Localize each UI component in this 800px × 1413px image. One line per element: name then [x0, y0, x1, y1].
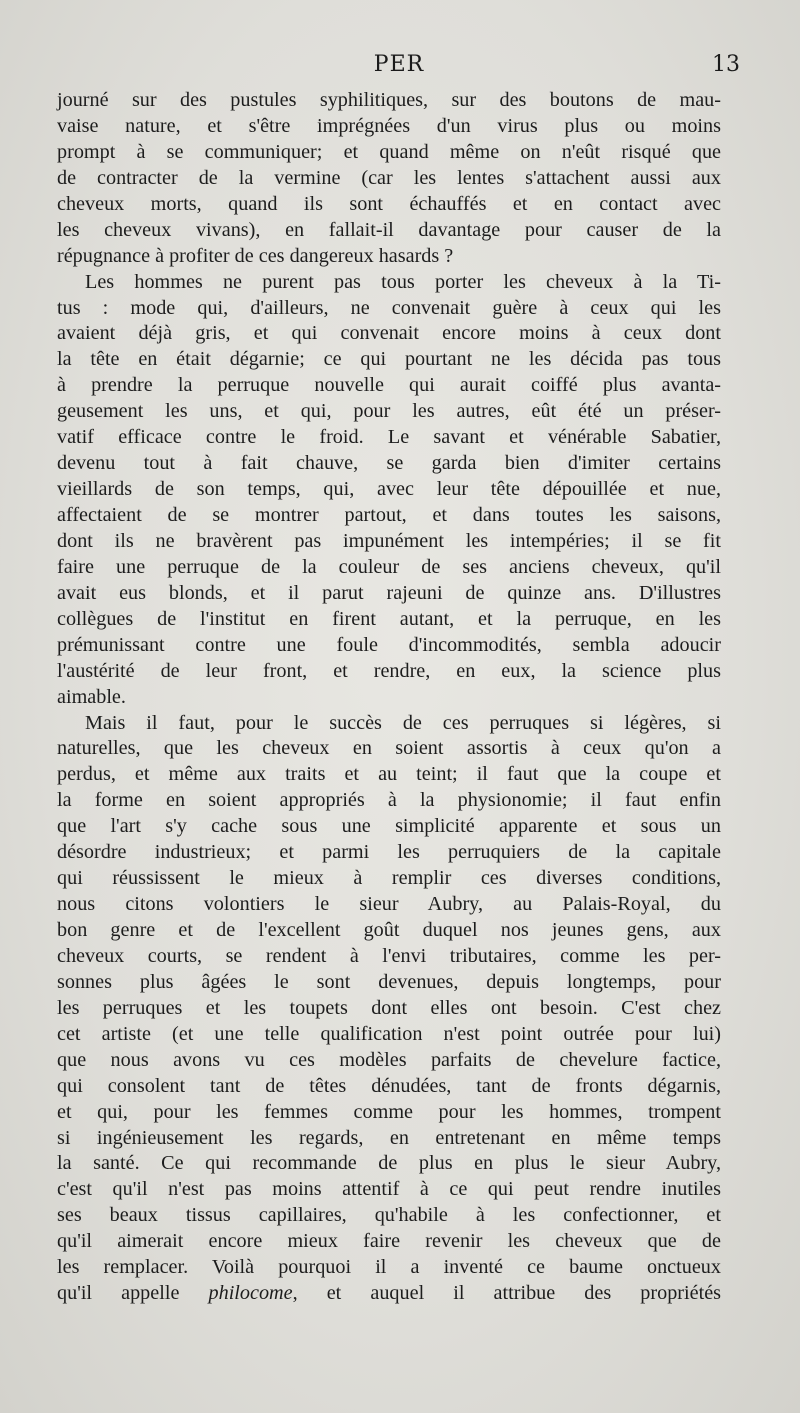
- text-segment: , et auquel il attribue des propriétés: [292, 1282, 722, 1305]
- text-line: bon genre et de l'excellent goût duquel nos jeunes gens, aux: [57, 919, 721, 941]
- text-line: désordre industrieux; et parmi les perruquiers de la capitale: [57, 841, 721, 864]
- text-segment: qu'il appelle: [57, 1282, 209, 1305]
- text-line: répugnance à profiter de ces dangereux hasards ?: [57, 244, 454, 267]
- text-line: les remplacer. Voilà pourquoi il a inventé ce baume onctueux: [57, 1256, 721, 1279]
- paragraph: [57, 270, 721, 711]
- page-number: 13: [712, 52, 740, 77]
- page-header: [58, 52, 740, 86]
- text-line: que l'art s'y cache sous une simplicité apparente et sous un: [57, 815, 721, 838]
- text-line: sonnes plus âgées le sont devenues, depuis longtemps, pour: [57, 970, 721, 993]
- text-line: devenu tout à fait chauve, se garda bien d'imiter certains: [57, 452, 721, 475]
- text-line: prémunissant contre une foule d'incommodités, sembla adoucir: [57, 633, 721, 656]
- text-line: la forme en soient appropriés à la physionomie; il faut enfin: [57, 789, 721, 812]
- text-line: prompt à se communiquer; et quand même on n'eût risqué que: [57, 140, 721, 163]
- text-line: qui réussissent le mieux à remplir ces diverses conditions,: [57, 867, 721, 890]
- text-line: la santé. Ce qui recommande de plus en plus le sieur Aubry,: [57, 1152, 721, 1175]
- text-line: et qui, pour les femmes comme pour les hommes, trompent: [57, 1100, 721, 1123]
- text-line: affectaient de se montrer partout, et dans toutes les saisons,: [57, 504, 721, 526]
- running-head: PER: [373, 52, 425, 77]
- text-line: geusement les uns, et qui, pour les autres, eût été un préser-: [57, 400, 721, 423]
- text-line: avaient déjà gris, et qui convenait encore moins à ceux dont: [57, 322, 721, 345]
- text-line: cheveux courts, se rendent à l'envi tributaires, comme les per-: [57, 944, 721, 967]
- text-line: ses beaux tissus capillaires, qu'habile à les confectionner, et: [57, 1204, 721, 1227]
- text-line: cheveux morts, quand ils sont échauffés et en contact avec: [57, 192, 721, 215]
- text-line: naturelles, que les cheveux en soient assortis à ceux qu'on a: [57, 737, 721, 760]
- text-line: tus : mode qui, d'ailleurs, ne convenait guère à ceux qui les: [57, 296, 721, 319]
- text-line: la tête en était dégarnie; ce qui pourtant ne les décida pas tous: [57, 348, 721, 371]
- text-line: c'est qu'il n'est pas moins attentif à ce qui peut rendre inutiles: [57, 1178, 721, 1201]
- text-line-final: [57, 1281, 721, 1307]
- text-line: les perruques et les toupets dont elles ont besoin. C'est chez: [57, 996, 721, 1019]
- text-line: qu'il aimerait encore mieux faire revenir les cheveux que de: [57, 1230, 721, 1253]
- paragraph: [57, 711, 721, 1308]
- text-line: qui consolent tant de têtes dénudées, tant de fronts dégarnis,: [57, 1074, 721, 1097]
- paragraph: [57, 88, 721, 270]
- text-line: avait eus blonds, et il parut rajeuni de quinze ans. D'illustres: [57, 581, 721, 604]
- text-line: faire une perruque de la couleur de ses anciens cheveux, qu'il: [57, 555, 721, 578]
- body-text: [57, 88, 721, 1307]
- text-line: aimable.: [57, 685, 126, 708]
- text-line: dont ils ne bravèrent pas impunément les intempéries; il se fit: [57, 529, 721, 552]
- text-line: vaise nature, et s'être imprégnées d'un virus plus ou moins: [57, 114, 721, 137]
- text-line: l'austérité de leur front, et rendre, en eux, la science plus: [57, 659, 721, 682]
- text-line: à prendre la perruque nouvelle qui aurait coiffé plus avanta-: [57, 374, 721, 397]
- text-line: vatif efficace contre le froid. Le savant et vénérable Sabatier,: [57, 426, 721, 449]
- text-line: cet artiste (et une telle qualification n'est point outrée pour lui): [57, 1022, 721, 1045]
- italic-term: philocome: [208, 1282, 293, 1305]
- text-line: journé sur des pustules syphilitiques, sur des boutons de mau-: [57, 89, 721, 111]
- text-line: de contracter de la vermine (car les lentes s'attachent aussi aux: [57, 166, 721, 189]
- text-line: si ingénieusement les regards, en entretenant en même temps: [57, 1126, 721, 1149]
- text-line: nous citons volontiers le sieur Aubry, au Palais-Royal, du: [57, 893, 721, 916]
- text-line: Mais il faut, pour le succès de ces perruques si légères, si: [85, 711, 721, 734]
- text-line: Les hommes ne purent pas tous porter les cheveux à la Ti-: [85, 270, 721, 293]
- text-line: les cheveux vivans), en fallait-il davantage pour causer de la: [57, 218, 721, 241]
- text-line: que nous avons vu ces modèles parfaits de chevelure factice,: [57, 1048, 721, 1071]
- text-line: perdus, et même aux traits et au teint; il faut que la coupe et: [57, 763, 721, 786]
- text-line: vieillards de son temps, qui, avec leur tête dépouillée et nue,: [57, 478, 721, 501]
- text-line: collègues de l'institut en firent autant, et la perruque, en les: [57, 607, 721, 630]
